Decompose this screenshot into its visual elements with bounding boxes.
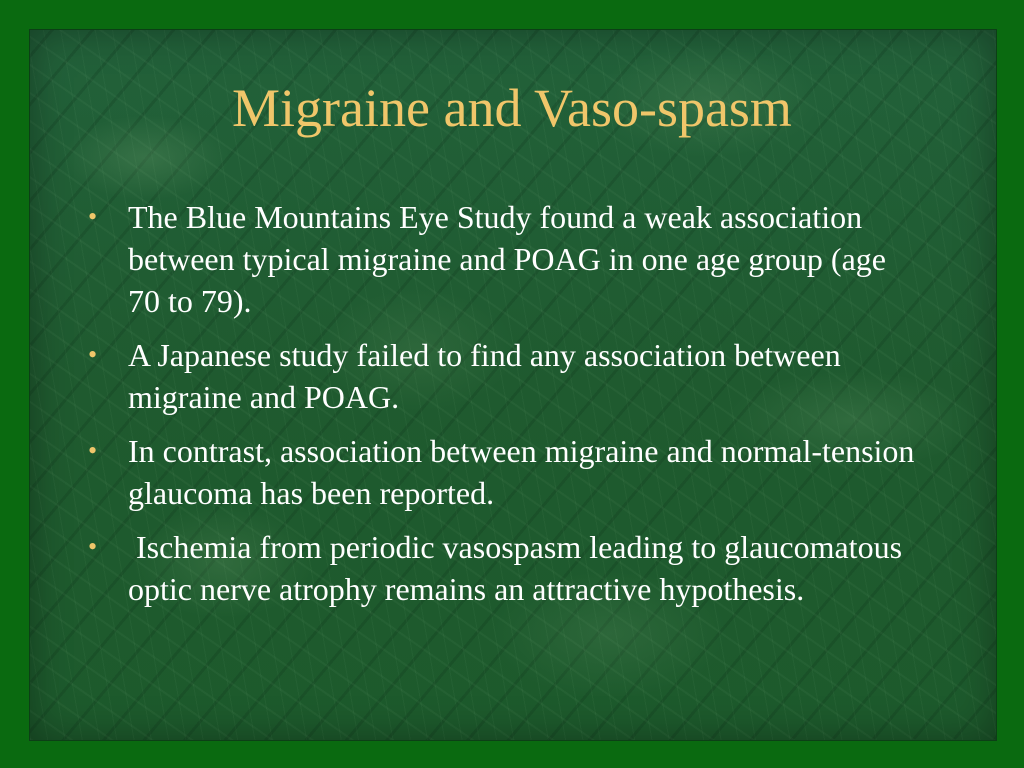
bullet-marker-icon: • — [88, 202, 98, 231]
bullet-text: A Japanese study failed to find any association between migraine and POAG. — [128, 337, 841, 415]
bullet-marker-icon: • — [88, 436, 98, 465]
bullet-marker-icon: • — [88, 532, 98, 561]
bullet-item — [88, 334, 918, 418]
bullet-item — [88, 196, 918, 322]
bullet-item — [88, 526, 918, 610]
bullet-text: In contrast, association between migraine and normal-tension glaucoma has been reported. — [128, 433, 915, 511]
bullet-list — [88, 196, 918, 622]
bullet-text: The Blue Mountains Eye Study found a weak association between typical migraine and POAG in one age group (age 70 to 79). — [128, 199, 886, 319]
bullet-item — [88, 430, 918, 514]
bullet-marker-icon: • — [88, 340, 98, 369]
bullet-text: Ischemia from periodic vasospasm leading to glaucomatous optic nerve atrophy remains an attractive hypothesis. — [128, 529, 911, 607]
slide-title: Migraine and Vaso-spasm — [232, 78, 792, 138]
